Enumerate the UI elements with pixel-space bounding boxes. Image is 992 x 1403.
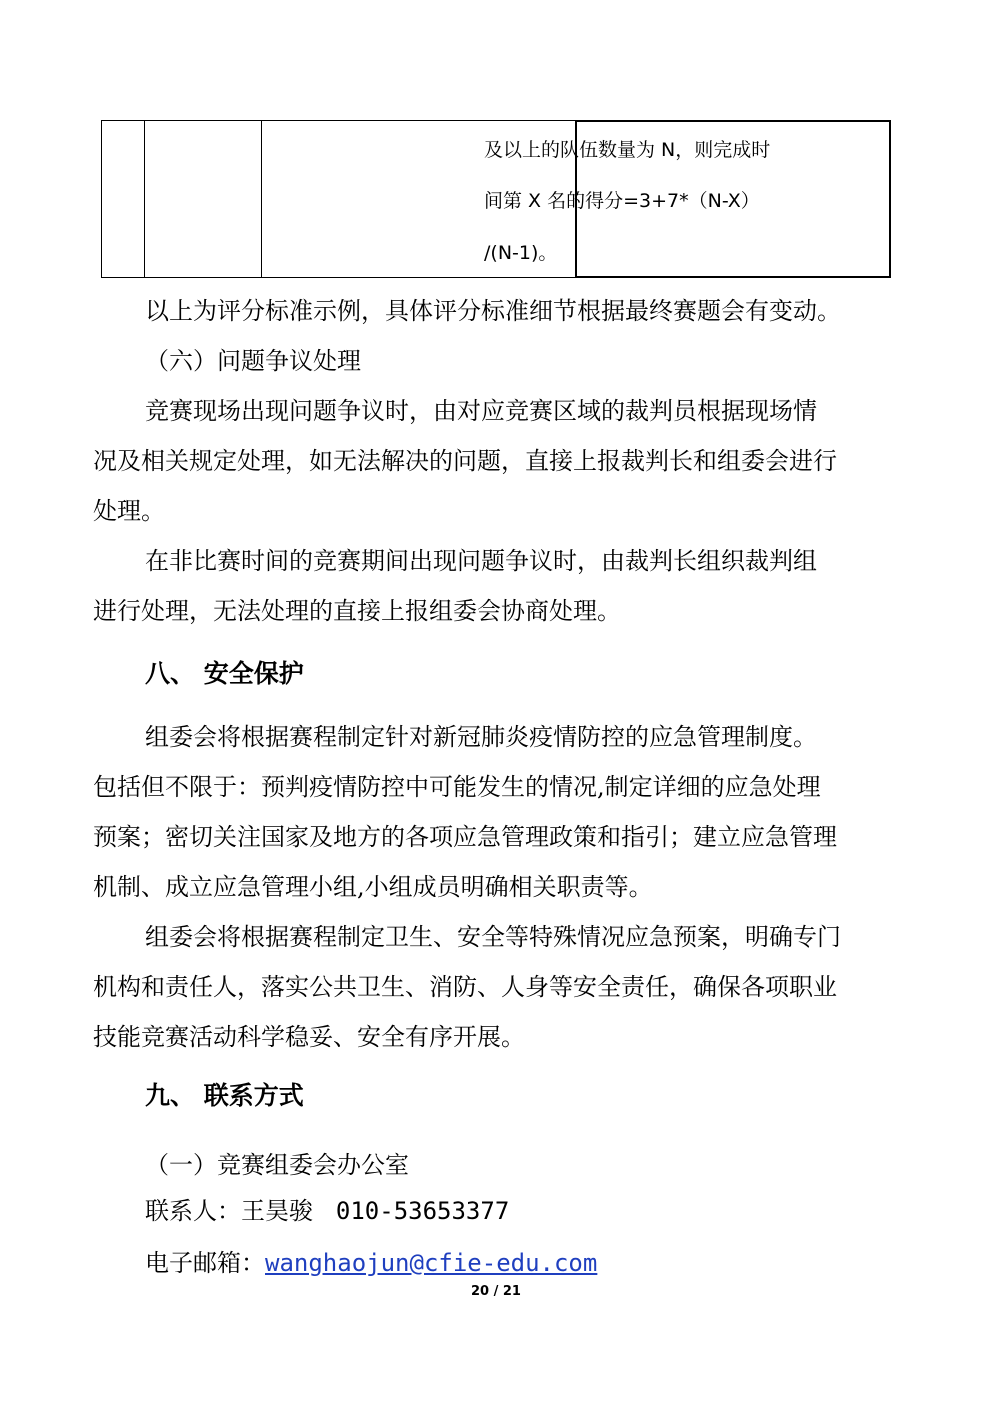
paragraph-offtime-dispute-line-1: 在非比赛时间的竞赛期间出现问题争议时，由裁判长组织裁判组 (145, 547, 817, 575)
paragraph-dispute-line-3: 处理。 (93, 497, 165, 525)
paragraph-contingency-line-3: 技能竞赛活动科学稳妥、安全有序开展。 (93, 1023, 525, 1051)
paragraph-emergency-line-3: 预案；密切关注国家及地方的各项应急管理政策和指引；建立应急管理 (93, 823, 837, 851)
contact-email-row (145, 1248, 597, 1278)
contact-phone: 010-53653377 (335, 1197, 510, 1225)
email-label: 电子邮箱： (145, 1249, 265, 1277)
paragraph-dispute-line-1: 竞赛现场出现问题争议时，由对应竞赛区域的裁判员根据现场情 (145, 397, 817, 425)
paragraph-offtime-dispute-line-2: 进行处理，无法处理的直接上报组委会协商处理。 (93, 597, 621, 625)
email-link[interactable]: wanghaojun@cfie-edu.com (265, 1249, 598, 1277)
paragraph-emergency-line-1: 组委会将根据赛程制定针对新冠肺炎疫情防控的应急管理制度。 (145, 723, 817, 751)
contact-person-row (145, 1196, 509, 1226)
contact-label: 联系人： (145, 1197, 241, 1225)
table-column-divider (144, 120, 145, 278)
paragraph-contingency-line-1: 组委会将根据赛程制定卫生、安全等特殊情况应急预案，明确专门 (145, 923, 841, 951)
contact-name: 王昊骏 (241, 1197, 313, 1225)
table-column-divider (261, 120, 262, 278)
section-heading-safety: 八、 安全保护 (145, 659, 304, 688)
table-cell-line-2: 间第 X 名的得分=3+7*（N-X） (484, 190, 760, 212)
table-cell-line-1: 及以上的队伍数量为 N，则完成时 (484, 139, 771, 161)
section-heading-contact: 九、 联系方式 (145, 1081, 304, 1110)
page-number: 20 / 21 (471, 1284, 521, 1299)
table-cell-line-3: /(N-1)。 (484, 242, 558, 264)
subheading-organizing-office: （一）竞赛组委会办公室 (145, 1151, 409, 1179)
paragraph-emergency-line-2: 包括但不限于：预判疫情防控中可能发生的情况,制定详细的应急处理 (93, 773, 821, 801)
paragraph-emergency-line-4: 机制、成立应急管理小组,小组成员明确相关职责等。 (93, 873, 653, 901)
paragraph-scoring-note: 以上为评分标准示例，具体评分标准细节根据最终赛题会有变动。 (145, 297, 841, 325)
paragraph-dispute-line-2: 况及相关规定处理，如无法解决的问题，直接上报裁判长和组委会进行 (93, 447, 837, 475)
subheading-dispute-handling: （六）问题争议处理 (145, 347, 361, 375)
paragraph-contingency-line-2: 机构和责任人，落实公共卫生、消防、人身等安全责任，确保各项职业 (93, 973, 837, 1001)
